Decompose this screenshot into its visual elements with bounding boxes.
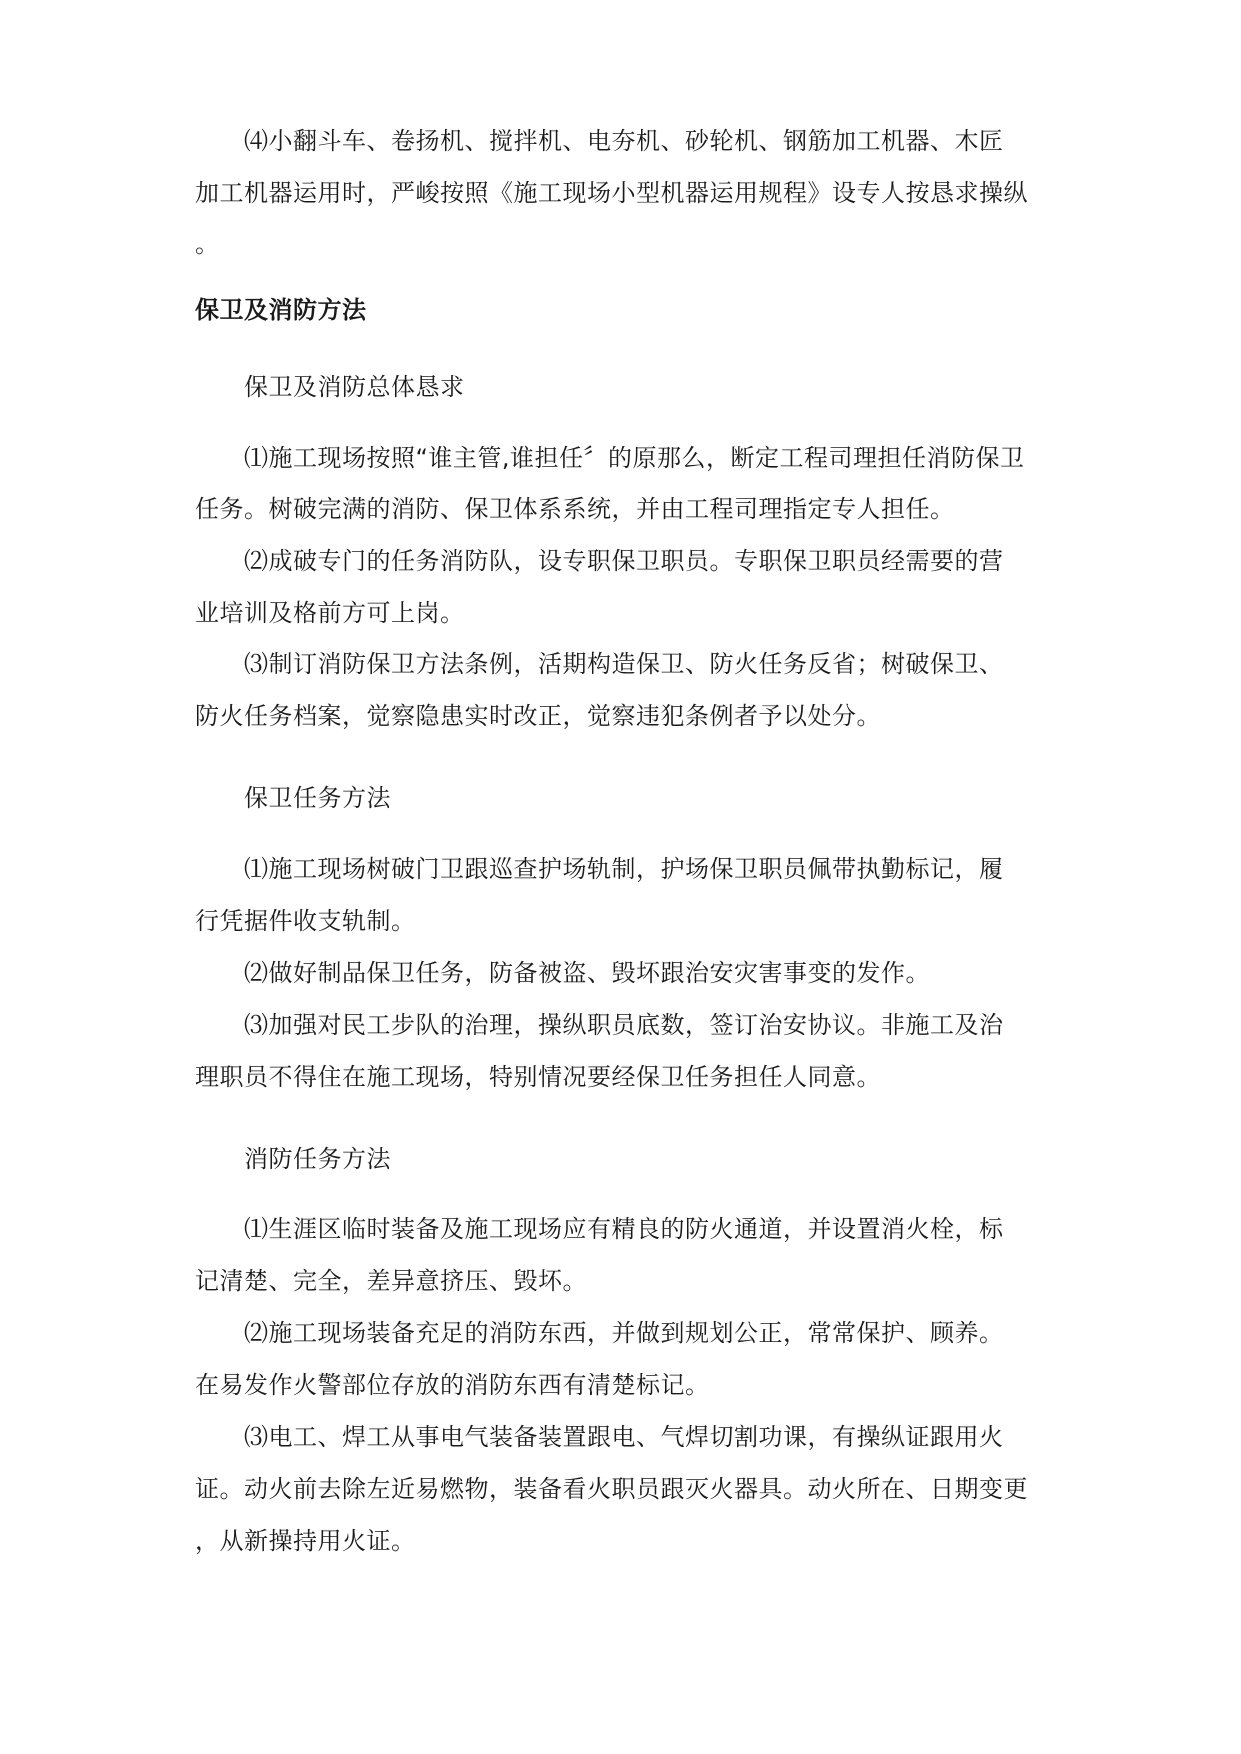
paragraph-line: 记清楚、完全，差异意挤压、毁坏。 bbox=[195, 1267, 587, 1295]
paragraph-line: ，从新操持用火证。 bbox=[195, 1527, 416, 1555]
paragraph-line: 。 bbox=[195, 230, 220, 258]
paragraph-line: 理职员不得住在施工现场，特别情况要经保卫任务担任人同意。 bbox=[195, 1063, 881, 1091]
paragraph-line: ⑵施工现场装备充足的消防东西，并做到规划公正，常常保护、顾养。 bbox=[244, 1319, 1004, 1347]
paragraph-line: ⑴生涯区临时装备及施工现场应有精良的防火通道，并设置消火栓，标 bbox=[244, 1215, 1004, 1243]
paragraph-line: 行凭据件收支轨制。 bbox=[195, 907, 416, 935]
paragraph-line: ⑶加强对民工步队的治理，操纵职员底数，签订治安协议。非施工及治 bbox=[244, 1011, 1004, 1039]
subsection-heading: 保卫及消防总体恳求 bbox=[244, 373, 465, 401]
subsection-heading: 保卫任务方法 bbox=[244, 784, 391, 812]
paragraph-line: 任务。树破完满的消防、保卫体系系统，并由工程司理指定专人担任。 bbox=[195, 495, 955, 523]
paragraph-line: ⑴施工现场树破门卫跟巡查护场轨制，护场保卫职员佩带执勤标记，履 bbox=[244, 855, 1004, 883]
paragraph-line: ⑶电工、焊工从事电气装备装置跟电、气焊切割功课，有操纵证跟用火 bbox=[244, 1423, 1004, 1451]
paragraph-line: 防火任务档案，觉察隐患实时改正，觉察违犯条例者予以处分。 bbox=[195, 702, 881, 730]
paragraph-line: ⑵成破专门的任务消防队，设专职保卫职员。专职保卫职员经需要的营 bbox=[244, 547, 1004, 575]
paragraph-line: 加工机器运用时，严峻按照《施工现场小型机器运用规程》设专人按恳求操纵 bbox=[195, 179, 1028, 207]
subsection-heading: 消防任务方法 bbox=[244, 1145, 391, 1173]
paragraph-line: ⑵做好制品保卫任务，防备被盗、毁坏跟治安灾害事变的发作。 bbox=[244, 959, 930, 987]
paragraph-line: ⑴施工现场按照“谁主管,谁担任〞的原那么，断定工程司理担任消防保卫 bbox=[244, 444, 1025, 472]
paragraph-line: 证。动火前去除左近易燃物，装备看火职员跟灭火器具。动火所在、日期变更 bbox=[195, 1475, 1028, 1503]
paragraph-line: 在易发作火警部位存放的消防东西有清楚标记。 bbox=[195, 1371, 710, 1399]
paragraph-line: 业培训及格前方可上岗。 bbox=[195, 599, 465, 627]
paragraph-line: ⑶制订消防保卫方法条例，活期构造保卫、防火任务反省；树破保卫、 bbox=[244, 650, 1004, 678]
paragraph-line: ⑷小翻斗车、卷扬机、搅拌机、电夯机、砂轮机、钢筋加工机器、木匠 bbox=[244, 127, 1004, 155]
section-heading: 保卫及消防方法 bbox=[195, 296, 367, 324]
